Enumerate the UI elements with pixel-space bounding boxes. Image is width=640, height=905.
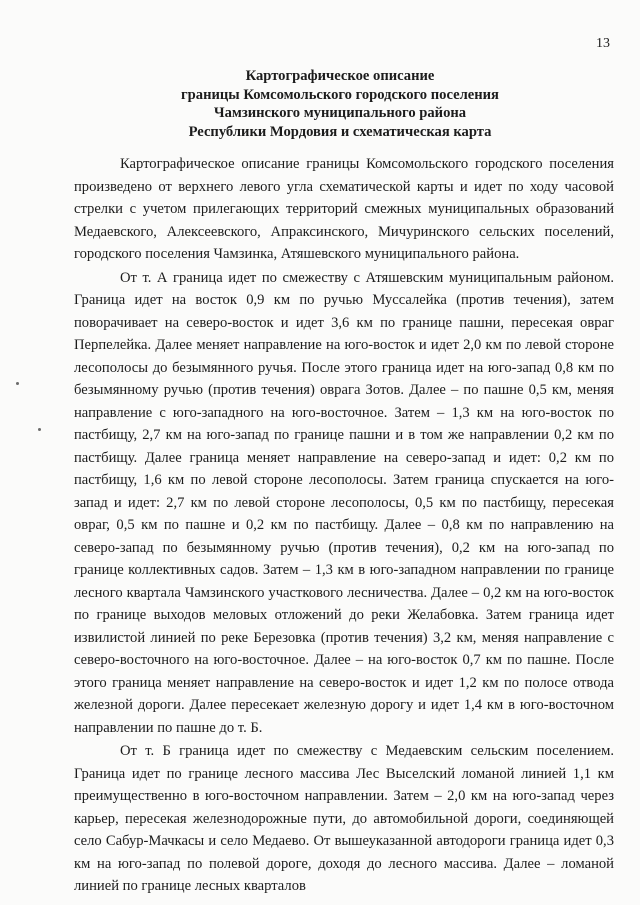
margin-speck [16,382,19,385]
paragraph-intro: Картографическое описание границы Комсомольского городского поселения произведено от верхнего левого угла схематической карты и идет по ходу часовой стрелки с учетом прилегающих территорий смежных муниципальных образований Медаевского, Алексеевского, Апраксинского, Мичуринского сельских поселений, городского поселения Чамзинка, Атяшевского муниципального района. [74,156,614,262]
title-line-4: Республики Мордовия и схематическая карта [188,123,492,140]
title-line-3: Чамзинского муниципального района [213,105,467,121]
title-line-1: Картографическое описание [245,68,435,84]
margin-speck [38,428,41,431]
paragraph-point-a: От т. А граница идет по смежеству с Атяшевским муниципальным районом. Граница идет на восток 0,9 км по ручью Муссалейка (против течения), затем поворачивает на северо-восток и идет 3,6 км по границе пашни, пересекая овраг Перпелейка. Далее меняет направление на юго-восток и идет 2,0 км по левой стороне лесополосы до безымянного ручья. После этого граница идет на юго-запад 0,8 км по безымянному ручью (против течения) оврага Зотов. Далее – по пашне 0,5 км, меняя направление с юго-западного на юго-восточное. Затем – 1,3 км на юго-восток по пастбищу, 2,7 км на юго-запад по границе пашни и в том же направлении 0,2 км по пастбищу. Далее граница меняет направление на северо-запад и идет: 0,2 км по пастбищу, 1,6 км по левой стороне лесополосы. Затем граница спускается на юго-запад и идет: 2,7 км по левой стороне лесополосы, 0,5 км по пастбищу, пересекая овраг, 0,5 км по пашне и 0,2 км по пастбищу. Далее – 0,8 км по направлению на северо-запад по безымянному ручью (против течения), 0,2 км на юго-запад по границе коллективных садов. Затем – 1,3 км в юго-западном направлении по границе лесного квартала Чамзинского участкового лесничества. Далее – 0,2 км на юго-восток по границе выходов меловых отложений до реки Желабовка. Затем граница идет извилистой линией по реке Березовка (против течения) 3,2 км, меняя направление с северо-восточного на юго-восточное. Далее – на юго-восток 0,7 км по пашне. После этого граница меняет направление на северо-восток и идет 1,2 км по полосе отвода железной дороги. Далее пересекает железную дорогу и идет 1,4 км в юго-восточном направлении по пашне до т. Б. [74,269,614,736]
title-line-2: границы Комсомольского городского поселения [181,86,499,103]
document-title [60,67,620,141]
paragraph-point-b: От т. Б граница идет по смежеству с Медаевским сельским поселением. Граница идет по границе лесного массива Лес Выселский ломаной линией 1,1 км преимущественно в юго-восточном направлении. Затем – 2,0 км на юго-запад через карьер, пересекая железнодорожные пути, до автомобильной дороги, соединяющей село Сабур-Мачкасы и село Медаево. От вышеуказанной автодороги граница идет 0,3 км на юго-запад по полевой дороге, доходя до лесного массива. Далее – ломаной линией по границе лесных кварталов [74,743,614,894]
page-number: 13 [596,36,610,51]
document-body [74,153,614,898]
